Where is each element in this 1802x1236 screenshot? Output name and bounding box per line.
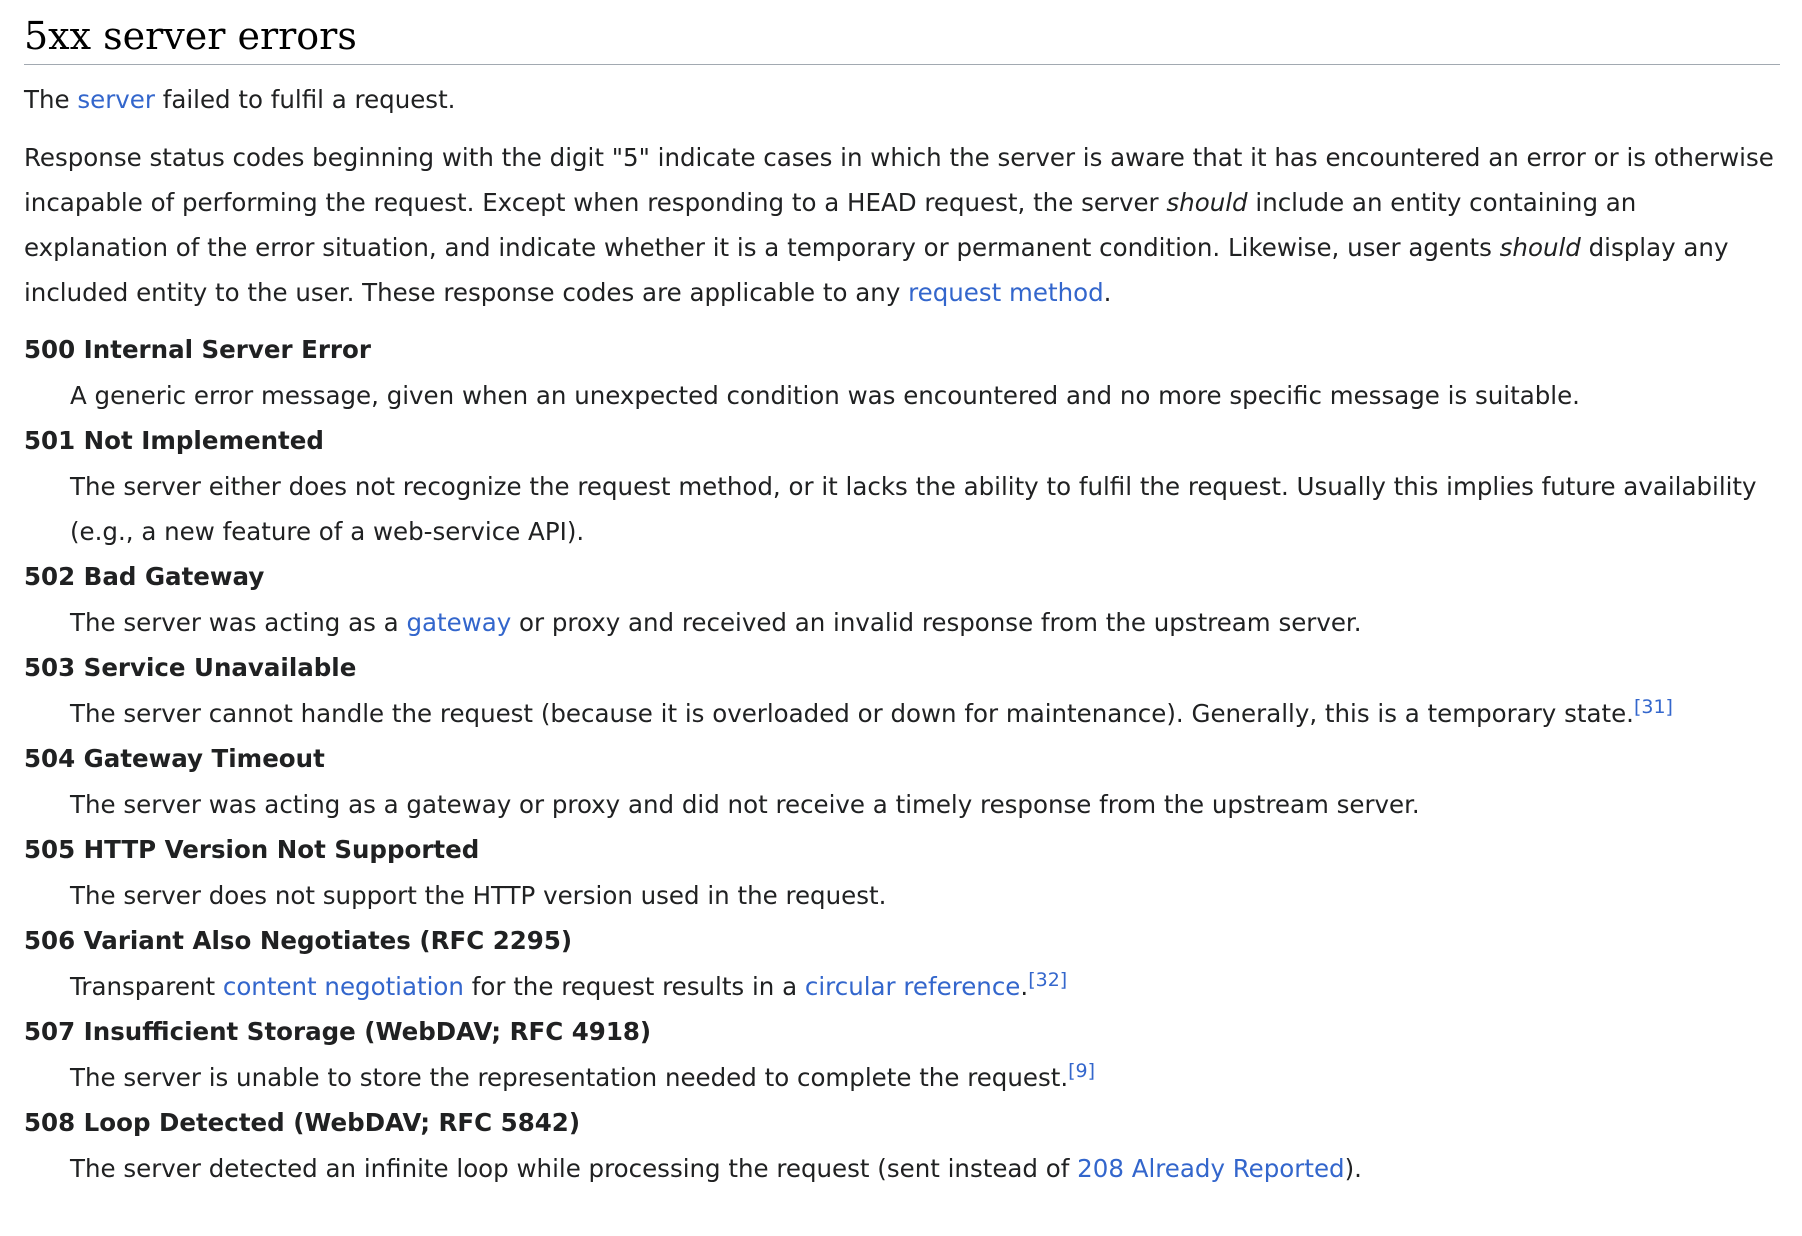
code-desc-text: Transparent xyxy=(70,972,223,1001)
code-term-504: 504 Gateway Timeout xyxy=(24,744,325,773)
code-desc-text: . xyxy=(1020,972,1029,1001)
code-desc-text: The server was acting as a xyxy=(70,608,407,637)
emphasis-should: should xyxy=(1166,188,1248,217)
code-term-507: 507 Insufficient Storage (WebDAV; RFC 4918) xyxy=(24,1017,652,1046)
code-desc-506 xyxy=(70,964,1780,1009)
code-desc-text: for the request results in a xyxy=(463,972,805,1001)
reference-link-9[interactable]: [9] xyxy=(1068,1059,1096,1082)
description-text-end: . xyxy=(1103,278,1112,307)
request-method-link[interactable]: request method xyxy=(908,278,1104,307)
emphasis-should: should xyxy=(1499,233,1581,262)
description-text: include an entity containing an explanation of the error situation, and indicate whether it is a temporary or permanent condition. Likewise, user agents xyxy=(24,188,1637,262)
code-desc-505: The server does not support the HTTP version used in the request. xyxy=(70,881,887,910)
article-content xyxy=(24,0,1780,1191)
code-term-500: 500 Internal Server Error xyxy=(24,335,371,364)
code-term-501: 501 Not Implemented xyxy=(24,426,324,455)
code-term-503: 503 Service Unavailable xyxy=(24,653,357,682)
code-desc-text: The server cannot handle the request (because it is overloaded or down for maintenance). Generally, this is a temporary state. xyxy=(70,699,1634,728)
status-code-list xyxy=(24,327,1780,1191)
code-desc-504: The server was acting as a gateway or proxy and did not receive a timely response from the upstream server. xyxy=(70,790,1420,819)
server-link[interactable]: server xyxy=(77,85,155,114)
code-desc-text: The server detected an infinite loop while processing the request (sent instead of xyxy=(70,1154,1078,1183)
description-paragraph xyxy=(24,135,1780,315)
code-desc-503 xyxy=(70,691,1780,736)
description-text: display any included entity to the user. These response codes are applicable to any xyxy=(24,233,1729,307)
code-desc-508 xyxy=(70,1146,1780,1191)
intro-text: The xyxy=(24,85,78,114)
code-desc-507 xyxy=(70,1055,1780,1100)
code-desc-501: The server either does not recognize the request method, or it lacks the ability to fulfil the request. Usually this implies future availability (e.g., a new feature of a web-service API). xyxy=(70,472,1757,546)
code-term-502: 502 Bad Gateway xyxy=(24,562,265,591)
code-term-508: 508 Loop Detected (WebDAV; RFC 5842) xyxy=(24,1108,581,1137)
description-text: Response status codes beginning with the digit "5" indicate cases in which the server is aware that it has encountered an error or is otherwise incapable of performing the request. Except when responding to a HEAD request, the server xyxy=(24,143,1774,217)
section-heading: 5xx server errors xyxy=(24,14,1780,65)
intro-text-end: failed to fulfil a request. xyxy=(154,85,456,114)
code-desc-text: The server is unable to store the representation needed to complete the request. xyxy=(70,1063,1069,1092)
reference-link-31[interactable]: [31] xyxy=(1633,695,1673,718)
code-desc-500: A generic error message, given when an unexpected condition was encountered and no more specific message is suitable. xyxy=(70,381,1580,410)
content-negotiation-link[interactable]: content negotiation xyxy=(222,972,464,1001)
reference-link-32[interactable]: [32] xyxy=(1028,968,1068,991)
code-desc-text: ). xyxy=(1344,1154,1362,1183)
code-term-506: 506 Variant Also Negotiates (RFC 2295) xyxy=(24,926,573,955)
circular-reference-link[interactable]: circular reference xyxy=(804,972,1021,1001)
intro-paragraph xyxy=(24,77,1780,122)
code-desc-502 xyxy=(70,600,1780,645)
gateway-link[interactable]: gateway xyxy=(406,608,512,637)
code-desc-text: or proxy and received an invalid response from the upstream server. xyxy=(511,608,1362,637)
already-reported-link[interactable]: 208 Already Reported xyxy=(1077,1154,1345,1183)
code-term-505: 505 HTTP Version Not Supported xyxy=(24,835,480,864)
